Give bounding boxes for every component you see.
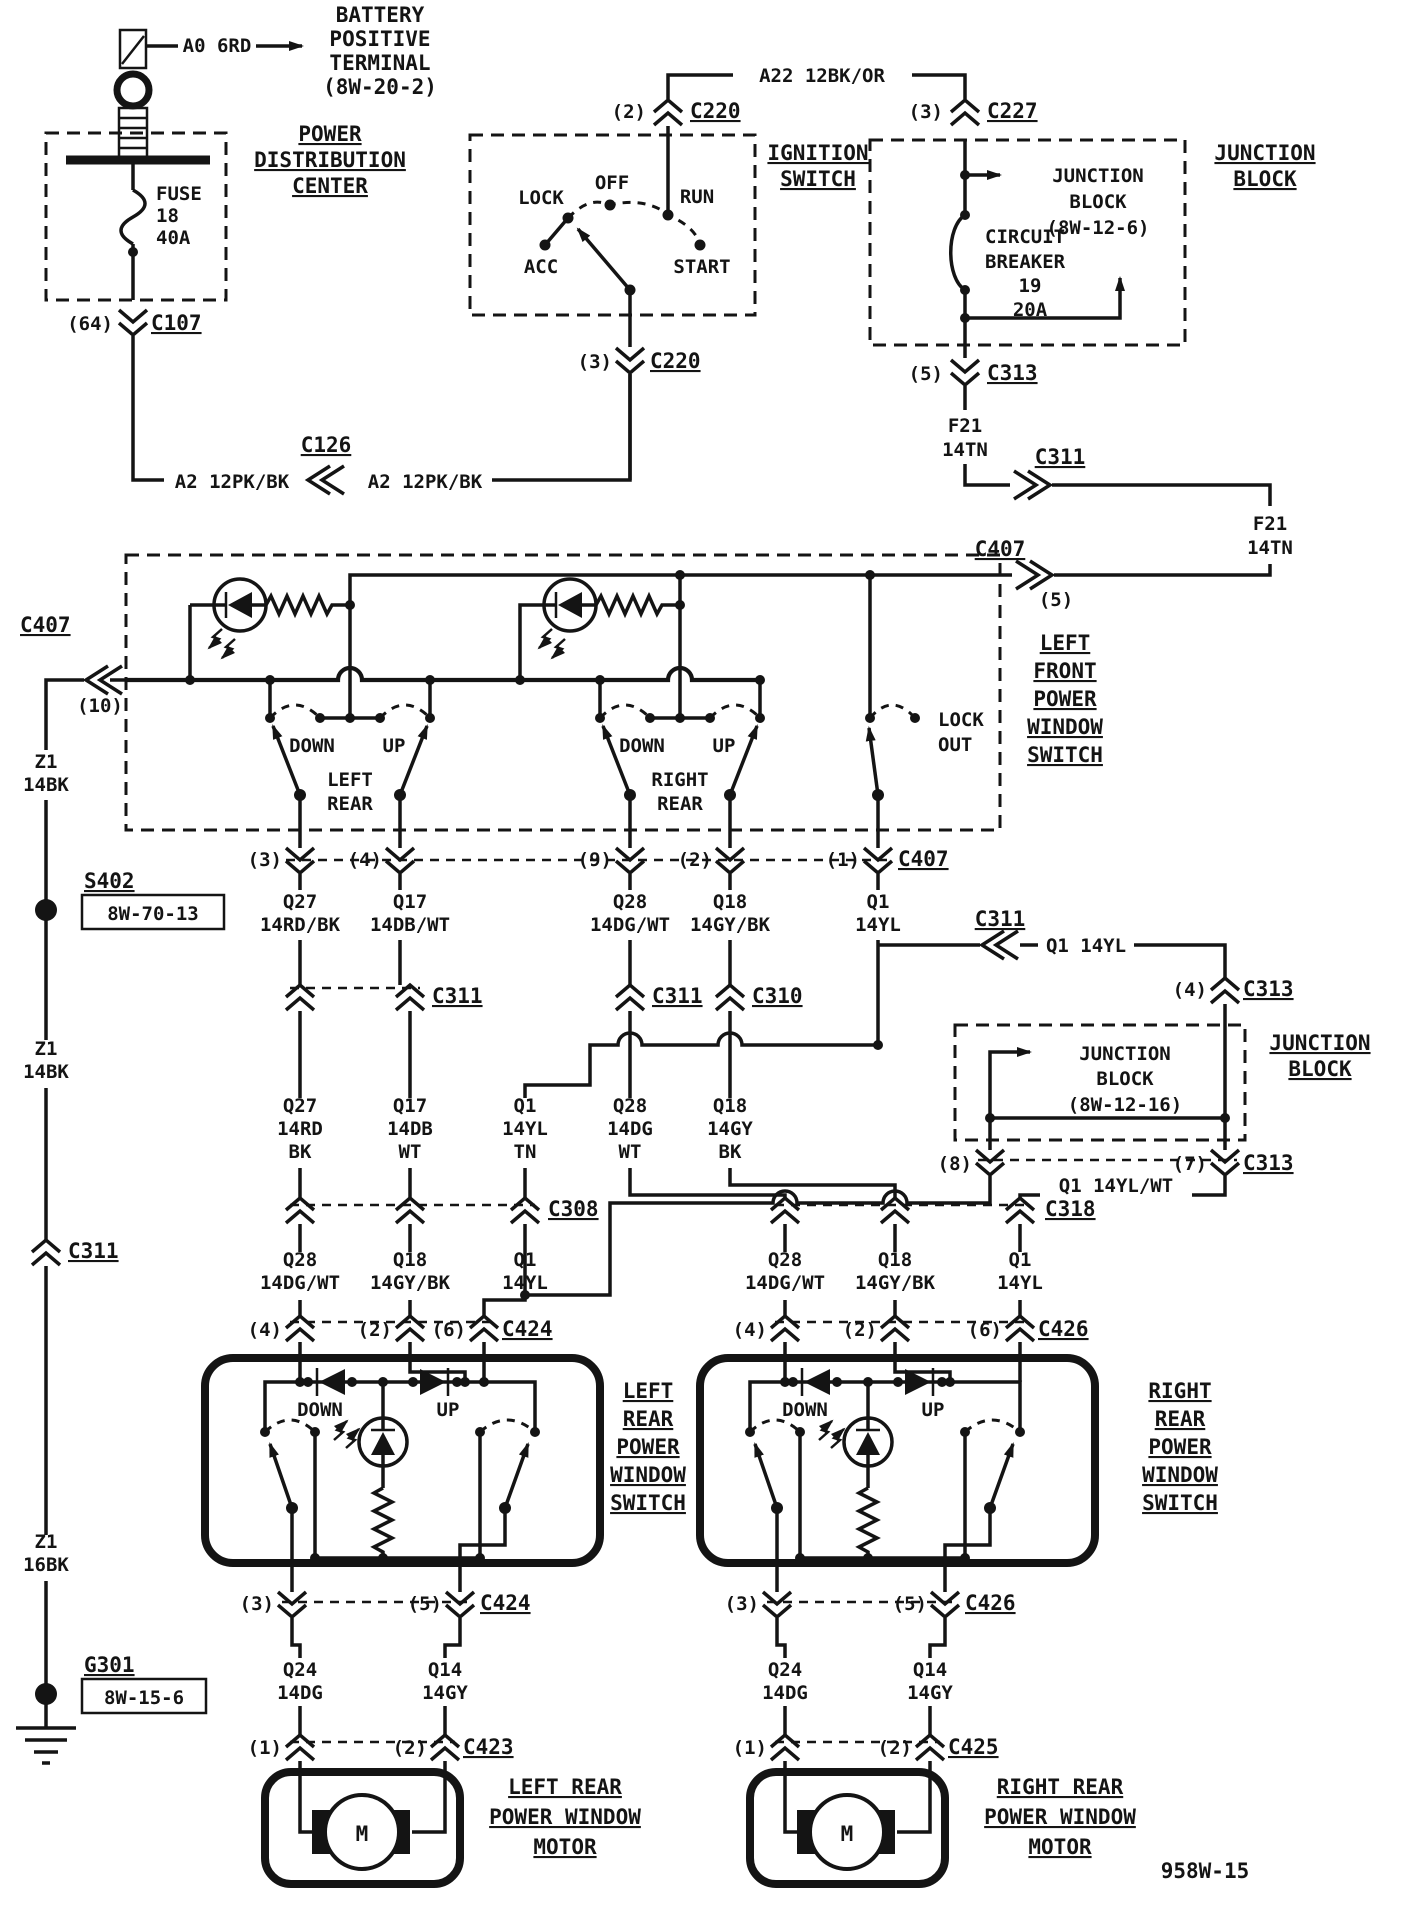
wire-f21b-label2: 14TN xyxy=(1247,537,1293,559)
circuit-breaker-icon xyxy=(951,215,965,290)
g301-ref: 8W-15-6 xyxy=(103,1687,185,1709)
b308-q1: Q1 xyxy=(513,1249,537,1271)
c313-pin8: (8) xyxy=(937,1153,972,1175)
fuse-label1: FUSE xyxy=(156,183,202,205)
resistor-icon xyxy=(596,596,680,614)
pdc-title-line1: POWER xyxy=(298,122,362,146)
diode-down-icon xyxy=(319,1369,345,1395)
label-left: LEFT xyxy=(327,769,373,791)
lf-title-line2: FRONT xyxy=(1033,659,1097,683)
cb-label1: CIRCUIT xyxy=(985,226,1066,248)
c126-name: C126 xyxy=(300,433,352,457)
rr-motor-label3: MOTOR xyxy=(1028,1835,1092,1859)
wire-z1-label1: Z1 xyxy=(34,751,58,773)
jb2-title-line1: JUNCTION xyxy=(1269,1031,1371,1055)
connector-chevron-icon xyxy=(654,100,682,125)
left-rear-power-window-motor xyxy=(265,1761,460,1884)
label-right: RIGHT xyxy=(651,769,709,791)
wire3-q27c: BK xyxy=(288,1141,312,1163)
motor-m: M xyxy=(355,1822,369,1846)
jb2-ref-line1: JUNCTION xyxy=(1079,1043,1171,1065)
wire-z1-label2: 14BK xyxy=(23,774,69,796)
connector-chevron-icon xyxy=(951,100,979,125)
rr-title-line3: POWER xyxy=(1148,1435,1212,1459)
wire-f21-label1: F21 xyxy=(947,415,983,437)
illumination-led-left xyxy=(190,579,350,680)
connector-chevron-icon xyxy=(951,360,979,385)
c313-pin7: (7) xyxy=(1172,1153,1207,1175)
connector-c424-top xyxy=(248,1316,553,1341)
ignition-title-line2: SWITCH xyxy=(780,167,856,191)
rr-title-line4: WINDOW xyxy=(1142,1463,1218,1487)
led-ray-icon xyxy=(831,1429,844,1448)
b318-q1: Q1 xyxy=(1008,1249,1032,1271)
c426-pin4: (4) xyxy=(732,1319,767,1341)
b308-q1c: 14YL xyxy=(502,1272,548,1294)
connector-chevron-icon xyxy=(308,466,344,494)
wire-q14-color: 14GY xyxy=(907,1682,953,1704)
splice-g301 xyxy=(35,1683,57,1705)
c424-name: C424 xyxy=(502,1317,553,1341)
ignition-pos-off: OFF xyxy=(594,172,630,194)
lr-title-line3: POWER xyxy=(616,1435,680,1459)
junction-block-1 xyxy=(870,140,1316,358)
c310-name: C310 xyxy=(752,984,803,1008)
rr-title-line2: REAR xyxy=(1154,1407,1206,1431)
right-rear-motor-circuit xyxy=(733,1618,1137,1884)
ignition-wiper xyxy=(578,229,630,290)
led-ray-icon xyxy=(222,639,235,658)
wire-z1b-label2: 14BK xyxy=(23,1061,69,1083)
label-rear: REAR xyxy=(657,793,703,815)
c426-pin3: (3) xyxy=(724,1593,759,1615)
fuse-icon xyxy=(121,190,145,244)
wire3-q1a: Q1 xyxy=(513,1095,537,1117)
c424-pin2: (2) xyxy=(357,1319,392,1341)
diode-down-icon xyxy=(804,1369,830,1395)
b308-q18c: 14GY/BK xyxy=(369,1272,451,1294)
c423-pin2: (2) xyxy=(392,1737,427,1759)
jb1-ref-line1: JUNCTION xyxy=(1052,165,1144,187)
connector-c426-top xyxy=(733,1316,1089,1341)
c107-pin: (64) xyxy=(67,313,113,335)
c425-pin1: (1) xyxy=(732,1737,767,1759)
ground-chain xyxy=(16,751,224,1763)
rr-title-line1: RIGHT xyxy=(1148,1379,1212,1403)
fuse-label2: 18 xyxy=(156,205,179,227)
connector-c313-5 xyxy=(909,360,1038,385)
pdc-title-line3: CENTER xyxy=(292,174,368,198)
c407-pin1: (1) xyxy=(825,849,860,871)
c313-5-pin: (5) xyxy=(908,363,943,385)
resistor-icon xyxy=(859,1488,877,1558)
ignition-pos-start: START xyxy=(673,256,731,278)
c424-pin4: (4) xyxy=(247,1319,282,1341)
lf-title-line3: POWER xyxy=(1033,687,1097,711)
battery-bolt-icon xyxy=(117,30,149,160)
connector-chevron-icon xyxy=(1014,471,1050,499)
c311-inline-name: C311 xyxy=(1034,445,1086,469)
wire-q17: Q17 xyxy=(392,891,428,913)
wire-q27: Q27 xyxy=(282,891,318,913)
c407-row-name: C407 xyxy=(898,847,949,871)
c318-name: C318 xyxy=(1045,1197,1096,1221)
battery-positive-terminal xyxy=(146,3,437,99)
c424-bottom-name: C424 xyxy=(480,1591,531,1615)
connector-chevron-icon xyxy=(119,310,147,335)
c227-name: C227 xyxy=(987,99,1038,123)
c407-pin4: (4) xyxy=(347,849,382,871)
battery-title-line4: (8W-20-2) xyxy=(323,75,437,99)
c423-name: C423 xyxy=(463,1735,514,1759)
label-down: DOWN xyxy=(782,1399,828,1421)
jb2-ref-line2: BLOCK xyxy=(1096,1068,1154,1090)
wiper-down xyxy=(755,1444,777,1508)
wire3-q18a: Q18 xyxy=(712,1095,748,1117)
wire-q24: Q24 xyxy=(767,1659,803,1681)
c407-inline-name: C407 xyxy=(974,537,1026,561)
wire-q1: Q1 xyxy=(866,891,890,913)
wire3-q27a: Q27 xyxy=(282,1095,318,1117)
c423-pin1: (1) xyxy=(247,1737,282,1759)
jb1-title-line1: JUNCTION xyxy=(1214,141,1316,165)
wire-z1b-label1: Z1 xyxy=(34,1038,58,1060)
wire-q24-color: 14DG xyxy=(762,1682,808,1704)
connector-c107 xyxy=(67,310,201,480)
wire-label-a2-left: A2 12PK/BK xyxy=(174,471,290,493)
wire3-q27b: 14RD xyxy=(277,1118,323,1140)
c227-pin: (3) xyxy=(908,101,943,123)
right-rear-power-window-motor xyxy=(750,1761,945,1884)
ignition-pos-run: RUN xyxy=(679,186,715,208)
wire3-q28c: WT xyxy=(618,1141,642,1163)
wire-q28-color: 14DG/WT xyxy=(589,914,671,936)
connector-chevron-icon xyxy=(616,348,644,373)
label-down: DOWN xyxy=(289,735,335,757)
c426-name: C426 xyxy=(1038,1317,1089,1341)
label-rear: REAR xyxy=(327,793,373,815)
motor-m: M xyxy=(840,1822,854,1846)
ground-bus xyxy=(126,668,760,680)
c313-5-name: C313 xyxy=(987,361,1038,385)
ignition-title-line1: IGNITION xyxy=(767,141,869,165)
label-down: DOWN xyxy=(619,735,665,757)
lockout-switch xyxy=(865,705,984,801)
c425-name: C425 xyxy=(948,1735,999,1759)
c311-q1-name: C311 xyxy=(974,907,1026,931)
wire-f21-label2: 14TN xyxy=(942,439,988,461)
jb2-ref-line3: (8W-12-16) xyxy=(1067,1094,1183,1116)
connector-c407-row xyxy=(248,847,949,873)
b318-q18: Q18 xyxy=(877,1249,913,1271)
b318-q28c: 14DG/WT xyxy=(744,1272,826,1294)
jb1-ref-line2: BLOCK xyxy=(1069,191,1127,213)
c424-pin5: (5) xyxy=(407,1593,442,1615)
fuse-label3: 40A xyxy=(156,227,191,249)
c424-pin3: (3) xyxy=(239,1593,274,1615)
c426-pin6: (6) xyxy=(967,1319,1002,1341)
wire-q14: Q14 xyxy=(912,1659,948,1681)
c311-pair-name: C311 xyxy=(432,984,483,1008)
led-ray-icon xyxy=(334,1421,347,1440)
pdc-title-line2: DISTRIBUTION xyxy=(254,148,406,172)
jb1-title-line2: BLOCK xyxy=(1233,167,1297,191)
jb2-arrow xyxy=(990,1052,1030,1118)
cb-label4: 20A xyxy=(1012,299,1048,321)
rocker-left-rear xyxy=(265,705,435,815)
wiper-down xyxy=(270,1444,292,1508)
c313-4-name: C313 xyxy=(1243,977,1294,1001)
b308-q18: Q18 xyxy=(392,1249,428,1271)
led-ray-icon xyxy=(209,629,222,648)
wire-f21-run xyxy=(942,386,1293,611)
b318-q28: Q28 xyxy=(767,1249,803,1271)
wire-z1c-label2: 16BK xyxy=(23,1554,69,1576)
c220-top-pin: (2) xyxy=(611,101,646,123)
wire-q1-color: 14YL xyxy=(855,914,901,936)
c220-top-name: C220 xyxy=(690,99,741,123)
c220-bottom-name: C220 xyxy=(650,349,701,373)
page-number: 958W-15 xyxy=(1160,1859,1250,1883)
connector-chevron-icon xyxy=(982,931,1018,959)
led-icon xyxy=(334,1382,407,1488)
c407-left-pin: (10) xyxy=(77,695,123,717)
left-rear-power-window-switch xyxy=(205,1342,686,1592)
c407-pin9: (9) xyxy=(577,849,612,871)
resistor-icon xyxy=(374,1488,392,1558)
wire-q1-14ylwt: Q1 14YL/WT xyxy=(1058,1175,1174,1197)
wire-label-a22: A22 12BK/OR xyxy=(759,65,885,87)
wiper-up xyxy=(990,1444,1013,1508)
c426-pin2: (2) xyxy=(842,1319,877,1341)
s402-ref: 8W-70-13 xyxy=(107,903,199,925)
connector-c227 xyxy=(909,99,1038,125)
label-lock: LOCK xyxy=(938,709,984,731)
lf-title-line5: SWITCH xyxy=(1027,743,1103,767)
wire-q18: Q18 xyxy=(712,891,748,913)
resistor-icon xyxy=(266,596,350,614)
s402-name: S402 xyxy=(84,869,135,893)
left-rear-motor-circuit xyxy=(248,1618,642,1884)
wire3-q17b: 14DB xyxy=(387,1118,433,1140)
c407-left-name: C407 xyxy=(20,613,71,637)
ignition-pos-acc: ACC xyxy=(523,256,559,278)
c311-mid-name: C311 xyxy=(652,984,703,1008)
battery-title-line3: TERMINAL xyxy=(329,51,431,75)
connector-chevron-icon xyxy=(32,1240,60,1265)
c313-4-pin: (4) xyxy=(1172,979,1207,1001)
lr-title-line5: SWITCH xyxy=(610,1491,686,1515)
led-ray-icon xyxy=(819,1421,832,1440)
label-out: OUT xyxy=(938,734,973,756)
c107-name: C107 xyxy=(151,311,202,335)
wire3-q28b: 14DG xyxy=(607,1118,653,1140)
ground-icon xyxy=(16,1728,76,1763)
wire-q18-color: 14GY/BK xyxy=(689,914,771,936)
jb2-title-line2: BLOCK xyxy=(1288,1057,1352,1081)
rr-motor-label2: POWER WINDOW xyxy=(984,1805,1136,1829)
wire-q28: Q28 xyxy=(612,891,648,913)
wire3-q1c: TN xyxy=(513,1141,537,1163)
lr-title-line2: REAR xyxy=(622,1407,674,1431)
wire-label-a2-right: A2 12PK/BK xyxy=(367,471,483,493)
wire-z1c-label1: Z1 xyxy=(34,1531,58,1553)
wire-q1-14yl: Q1 14YL xyxy=(1045,935,1127,957)
left-front-power-window-switch xyxy=(126,555,1103,848)
q1-branch xyxy=(525,1033,878,1098)
b318-q1c: 14YL xyxy=(997,1272,1043,1294)
power-distribution-center xyxy=(46,122,406,300)
junction-block-2 xyxy=(525,1025,1371,1295)
connector-c424-bottom xyxy=(240,1591,531,1617)
c407-pin2: (2) xyxy=(677,849,712,871)
wire-q14-color: 14GY xyxy=(422,1682,468,1704)
label-up: UP xyxy=(712,735,736,757)
c424-pin6: (6) xyxy=(431,1319,466,1341)
lr-title-line1: LEFT xyxy=(622,1379,674,1403)
b308-q28: Q28 xyxy=(282,1249,318,1271)
wire3-q17a: Q17 xyxy=(392,1095,428,1117)
connector-c126 xyxy=(175,374,630,494)
wire-q27-color: 14RD/BK xyxy=(259,914,341,936)
c407-inline-pin: (5) xyxy=(1038,589,1074,611)
g301-name: G301 xyxy=(84,1653,135,1677)
splice-s402 xyxy=(35,899,57,921)
connector-c220-bottom xyxy=(578,348,701,373)
connector-c220-top xyxy=(612,99,741,125)
illumination-led-right xyxy=(520,579,680,680)
c308-name: C308 xyxy=(548,1197,599,1221)
battery-title-line1: BATTERY xyxy=(335,3,425,27)
led-ray-icon xyxy=(539,629,552,648)
c311-left-name: C311 xyxy=(68,1239,119,1263)
connector-chevron-icon xyxy=(1016,561,1052,589)
rocker-right-rear xyxy=(595,705,765,815)
wire-q24-color: 14DG xyxy=(277,1682,323,1704)
label-up: UP xyxy=(921,1399,945,1421)
wire3-q28a: Q28 xyxy=(612,1095,648,1117)
lr-motor-label1: LEFT REAR xyxy=(508,1775,622,1799)
lr-motor-label3: MOTOR xyxy=(533,1835,597,1859)
connector-c407-left xyxy=(20,613,126,750)
led-icon xyxy=(819,1382,892,1488)
wire-label-a0-6rd: A0 6RD xyxy=(182,35,252,57)
c407-pin3: (3) xyxy=(247,849,282,871)
lf-title-line1: LEFT xyxy=(1039,631,1091,655)
wire-f21b-label1: F21 xyxy=(1252,513,1288,535)
wiper-up xyxy=(505,1444,528,1508)
wire-q24: Q24 xyxy=(282,1659,318,1681)
b318-q18c: 14GY/BK xyxy=(854,1272,936,1294)
cb-label2: BREAKER xyxy=(985,251,1066,273)
jb1-ref-line3: (8W-12-6) xyxy=(1046,217,1150,239)
battery-title-line2: POSITIVE xyxy=(329,27,431,51)
right-rear-power-window-switch xyxy=(700,1342,1218,1592)
rr-motor-label1: RIGHT REAR xyxy=(996,1775,1124,1799)
wire3-q18b: 14GY xyxy=(707,1118,753,1140)
wire3-q1b: 14YL xyxy=(502,1118,548,1140)
c313-78-name: C313 xyxy=(1243,1151,1294,1175)
ignition-switch xyxy=(470,65,965,480)
connector-c426-bottom xyxy=(725,1591,1016,1617)
lf-title-line4: WINDOW xyxy=(1027,715,1103,739)
wire-q17-color: 14DB/WT xyxy=(369,914,451,936)
c426-bottom-name: C426 xyxy=(965,1591,1016,1615)
wiper xyxy=(869,728,878,795)
c425-pin2: (2) xyxy=(877,1737,912,1759)
wire-q14: Q14 xyxy=(427,1659,463,1681)
led-ray-icon xyxy=(346,1429,359,1448)
wire3-q17c: WT xyxy=(398,1141,422,1163)
label-up: UP xyxy=(436,1399,460,1421)
rr-title-line5: SWITCH xyxy=(1142,1491,1218,1515)
ignition-pos-lock: LOCK xyxy=(518,187,564,209)
label-down: DOWN xyxy=(297,1399,343,1421)
cb-label3: 19 xyxy=(1018,275,1042,297)
lr-motor-label2: POWER WINDOW xyxy=(489,1805,641,1829)
c426-pin5: (5) xyxy=(892,1593,927,1615)
b308-q28c: 14DG/WT xyxy=(259,1272,341,1294)
led-ray-icon xyxy=(552,639,565,658)
wire3-q18c: BK xyxy=(718,1141,742,1163)
c220-bottom-pin: (3) xyxy=(577,351,612,373)
label-up: UP xyxy=(382,735,406,757)
lr-title-line4: WINDOW xyxy=(610,1463,686,1487)
